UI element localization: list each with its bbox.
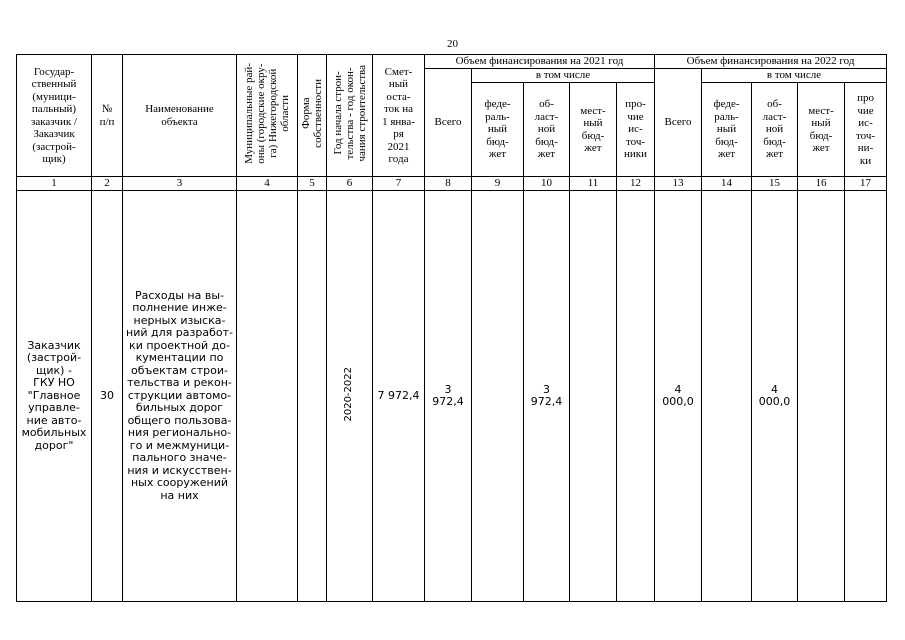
col-number: 14 xyxy=(702,177,752,191)
index-cell: 30 xyxy=(92,191,123,602)
header-total-2021: Всего xyxy=(425,69,472,177)
total-2022-cell: 4 000,0 xyxy=(655,191,702,602)
col-number: 17 xyxy=(845,177,887,191)
header-group-2021: Объем финансирования на 2021 год xyxy=(425,55,655,69)
federal-2022-cell xyxy=(702,191,752,602)
col-number: 15 xyxy=(752,177,798,191)
header-other-2021: про- чие ис- точ- ники xyxy=(617,83,655,177)
total-2021-cell: 3 972,4 xyxy=(425,191,472,602)
estimate-cell: 7 972,4 xyxy=(373,191,425,602)
header-customer: Государ- ственный (муници- пальный) заказчик / Заказчик (застрой- щик) xyxy=(17,55,92,177)
other-2021-cell xyxy=(617,191,655,602)
local-2022-cell xyxy=(798,191,845,602)
header-local-2022: мест- ный бюд- жет xyxy=(798,83,845,177)
col-number: 10 xyxy=(524,177,570,191)
column-number-row xyxy=(17,177,887,191)
col-number: 13 xyxy=(655,177,702,191)
table-row xyxy=(17,191,887,602)
object-name-cell: Расходы на вы- полнение инже- нерных изыска- ний для разработ- ки проектной до- кументации по объектам строи- тельства и рекон- струкции автомо- бильных дорог общего пользова- ния регионально- го и межмуници- пального значе- ния и искусствен- ных сооружений на них xyxy=(123,191,237,602)
header-regional-2021: об- ласт- ной бюд- жет xyxy=(524,83,570,177)
customer-cell: Заказчик (застрой- щик) - ГКУ НО "Главное управле- ние авто- мобильных дорог" xyxy=(17,191,92,602)
col-number: 16 xyxy=(798,177,845,191)
header-ownership: Форма собственности xyxy=(298,55,327,177)
header-other-2022: про чие ис- точ- ни- ки xyxy=(845,83,887,177)
col-number: 3 xyxy=(123,177,237,191)
regional-2021-cell: 3 972,4 xyxy=(524,191,570,602)
header-district: Муниципальные рай- оны (городские окру- га) Нижегородской области xyxy=(237,55,298,177)
district-cell xyxy=(237,191,298,602)
header-total-2022: Всего xyxy=(655,69,702,177)
header-regional-2022: об- ласт- ной бюд- жет xyxy=(752,83,798,177)
header-incl-2022: в том числе xyxy=(702,69,887,83)
header-federal-2021: феде- раль- ный бюд- жет xyxy=(472,83,524,177)
col-number: 5 xyxy=(298,177,327,191)
local-2021-cell xyxy=(570,191,617,602)
header-federal-2022: феде- раль- ный бюд- жет xyxy=(702,83,752,177)
header-index: № п/п xyxy=(92,55,123,177)
financing-table xyxy=(16,54,887,602)
header-years: Год начала строи- тельства - год окон- чания строительства xyxy=(327,55,373,177)
federal-2021-cell xyxy=(472,191,524,602)
col-number: 2 xyxy=(92,177,123,191)
col-number: 7 xyxy=(373,177,425,191)
col-number: 1 xyxy=(17,177,92,191)
col-number: 8 xyxy=(425,177,472,191)
header-estimate: Смет- ный оста- ток на 1 янва- ря 2021 года xyxy=(373,55,425,177)
header-incl-2021: в том числе xyxy=(472,69,655,83)
header-object-name: Наименование объекта xyxy=(123,55,237,177)
years-cell: 2020-2022 xyxy=(327,191,373,602)
ownership-cell xyxy=(298,191,327,602)
col-number: 11 xyxy=(570,177,617,191)
other-2022-cell xyxy=(845,191,887,602)
header-group-2022: Объем финансирования на 2022 год xyxy=(655,55,887,69)
col-number: 6 xyxy=(327,177,373,191)
col-number: 4 xyxy=(237,177,298,191)
header-local-2021: мест- ный бюд- жет xyxy=(570,83,617,177)
col-number: 9 xyxy=(472,177,524,191)
page-number: 20 xyxy=(447,38,458,50)
col-number: 12 xyxy=(617,177,655,191)
regional-2022-cell: 4 000,0 xyxy=(752,191,798,602)
